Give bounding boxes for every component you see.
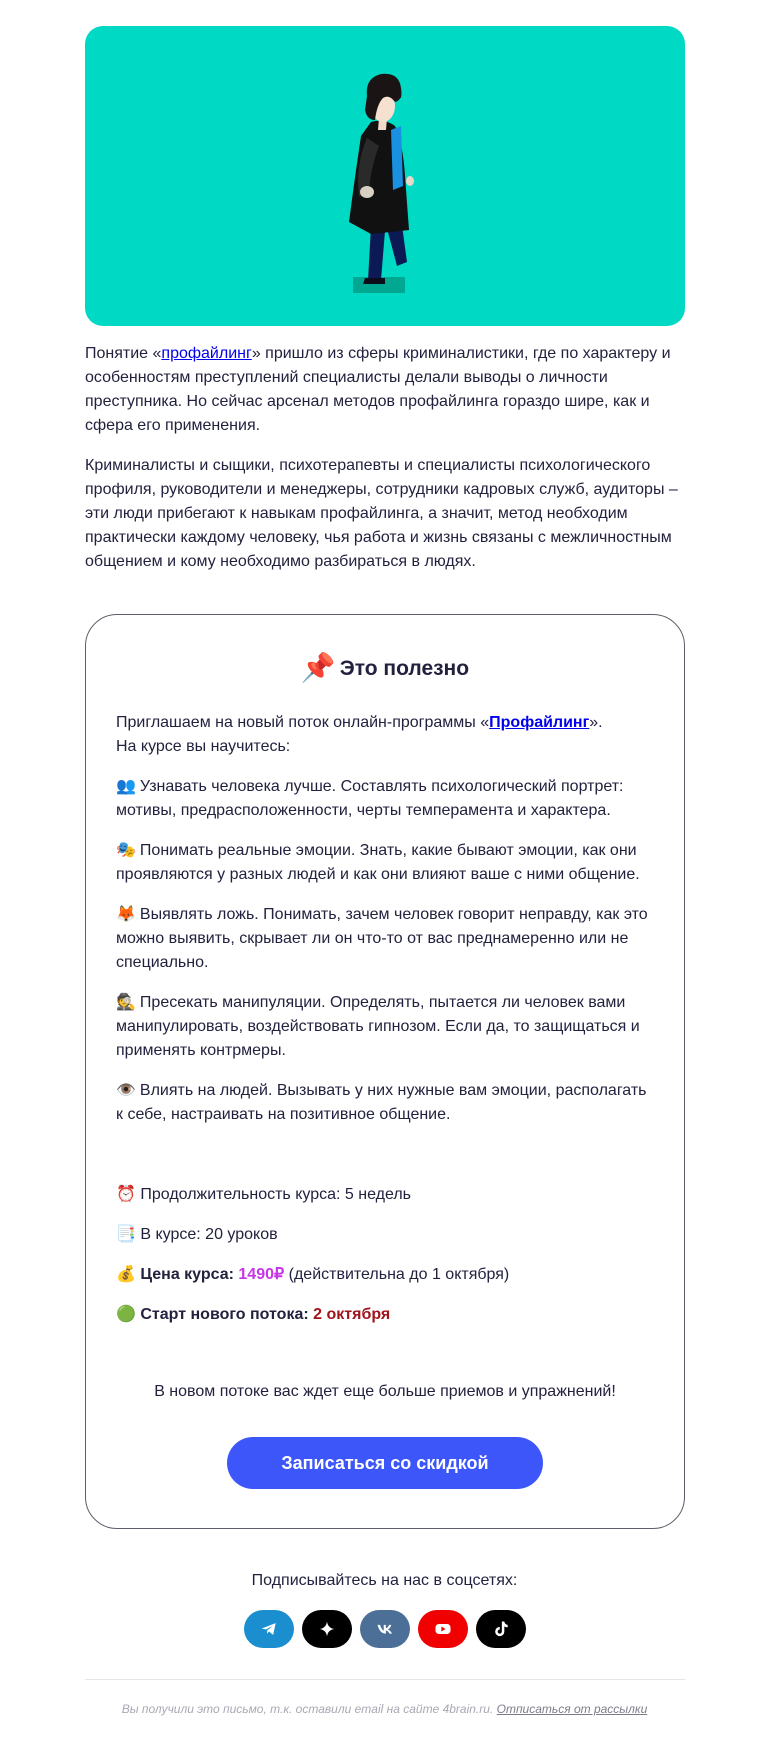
- people-icon: 👥: [116, 778, 136, 795]
- footer-text: Вы получили это письмо, т.к. оставили email на сайте 4brain.ru. Отписаться от рассылки: [121, 1702, 648, 1716]
- tiktok-icon: [491, 1619, 511, 1639]
- youtube-button[interactable]: [418, 1610, 468, 1648]
- intro-paragraph-1: Понятие «профайлинг» пришло из сферы криминалистики, где по характеру и особенностям преступлений специалисты делали выводы о личности преступника. Но сейчас арсенал методов профайлинга гораздо шире, как и сфера его применения.: [85, 345, 671, 434]
- money-bag-icon: 💰: [116, 1266, 136, 1283]
- program-link[interactable]: Профайлинг: [489, 714, 590, 731]
- hero-illustration: [85, 26, 685, 326]
- masks-icon: 🎭: [116, 842, 136, 859]
- closing-text: В новом потоке вас ждет еще больше приемов и упражнений!: [154, 1383, 616, 1400]
- telegram-icon: [259, 1619, 279, 1639]
- detective-icon: 🕵️: [116, 994, 136, 1011]
- feature-item: 👥 Узнавать человека лучше. Составлять психологический портрет: мотивы, предрасположенности, черты темперамента и характера.: [116, 778, 624, 819]
- unsubscribe-link[interactable]: Отписаться от рассылки: [496, 1702, 648, 1716]
- feature-item: 🦊 Выявлять ложь. Понимать, зачем человек говорит неправду, как это можно выявить, скрывает ли он что-то от вас преднамеренно или не специально.: [116, 906, 648, 971]
- detective-figure-image: [85, 26, 685, 326]
- course-lessons: 📑 В курсе: 20 уроков: [116, 1226, 278, 1243]
- vk-icon: [375, 1619, 395, 1639]
- feature-item: 🎭 Понимать реальные эмоции. Знать, какие бывают эмоции, как они проявляются у разных людей и как они влияют ваше с ними общение.: [116, 842, 640, 883]
- telegram-button[interactable]: [244, 1610, 294, 1648]
- vk-button[interactable]: [360, 1610, 410, 1648]
- card-title: [86, 653, 684, 684]
- price-value: 1490₽: [238, 1266, 285, 1283]
- bookmark-tabs-icon: 📑: [116, 1226, 136, 1243]
- sparkle-button[interactable]: [302, 1610, 352, 1648]
- sparkle-icon: [317, 1619, 337, 1639]
- tiktok-button[interactable]: [476, 1610, 526, 1648]
- intro-text: [85, 342, 685, 590]
- course-price: 💰 Цена курса: 1490₽ (действительна до 1 октября): [116, 1266, 510, 1283]
- course-start: 🟢 Старт нового потока: 2 октября: [116, 1306, 391, 1323]
- pushpin-icon: 📌: [300, 652, 336, 683]
- card-title-text: Это полезно: [339, 657, 470, 680]
- card-body: [116, 711, 654, 1343]
- feature-item: 👁️ Влиять на людей. Вызывать у них нужные вам эмоции, располагать к себе, настраивать на позитивное общение.: [116, 1082, 647, 1123]
- alarm-clock-icon: ⏰: [116, 1186, 136, 1203]
- useful-card: [85, 614, 685, 1529]
- fox-icon: 🦊: [116, 906, 136, 923]
- youtube-icon: [433, 1619, 453, 1639]
- social-links: [0, 1610, 769, 1648]
- invite-text: Приглашаем на новый поток онлайн-программы «Профайлинг». На курсе вы научитесь:: [116, 714, 603, 755]
- intro-paragraph-2: Криминалисты и сыщики, психотерапевты и специалисты психологического профиля, руководители и менеджеры, сотрудники кадровых служб, аудиторы – эти люди прибегают к навыкам профайлинга, а значит, метод необходим практически каждому человеку, чья работа и жизнь связаны с межличностным общением и кому необходимо разбираться в людях.: [85, 457, 678, 570]
- feature-item: 🕵️ Пресекать манипуляции. Определять, пытается ли человек вами манипулировать, воздействовать гипнозом. Если да, то защищаться и применять контрмеры.: [116, 994, 640, 1059]
- eye-icon: 👁️: [116, 1082, 136, 1099]
- course-duration: ⏰ Продолжительность курса: 5 недель: [116, 1186, 411, 1203]
- social-label: Подписывайтесь на нас в соцсетях:: [251, 1572, 518, 1589]
- signup-discount-button[interactable]: Записаться со скидкой: [227, 1437, 543, 1489]
- profiling-link[interactable]: профайлинг: [161, 345, 252, 362]
- footer-divider: [85, 1679, 685, 1680]
- start-date: 2 октября: [313, 1306, 391, 1323]
- green-circle-icon: 🟢: [116, 1306, 136, 1323]
